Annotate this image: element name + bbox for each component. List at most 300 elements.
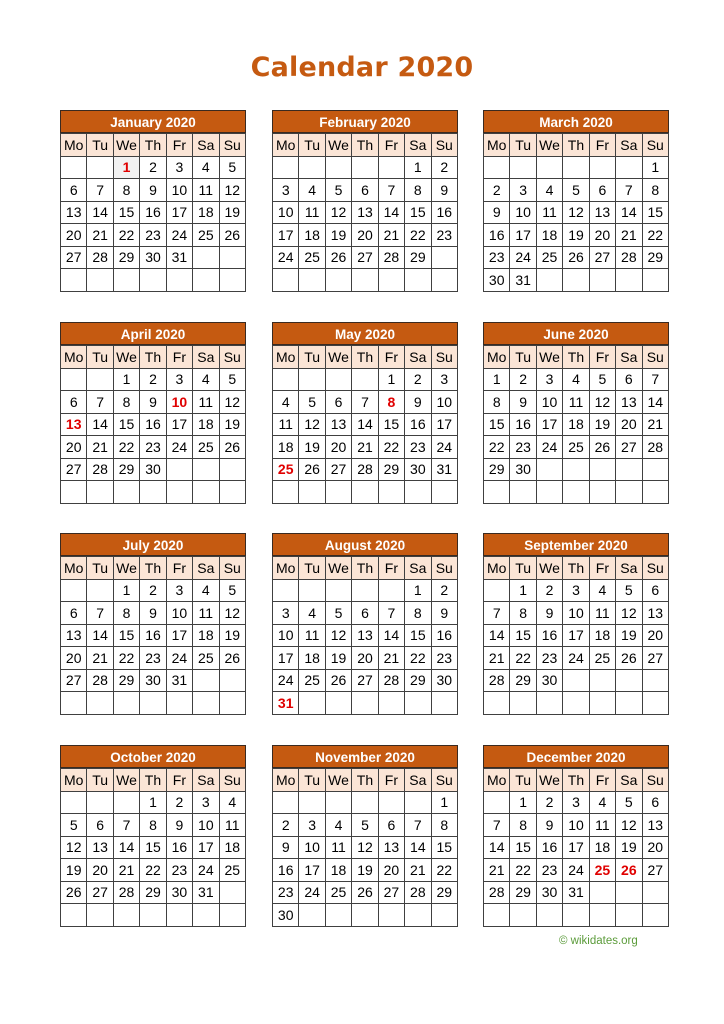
holiday-date-cell: 31 — [273, 692, 299, 715]
date-cell: 5 — [616, 791, 642, 814]
date-cell: 27 — [642, 647, 668, 670]
empty-cell — [484, 904, 510, 927]
weekday-label: Th — [352, 769, 378, 792]
empty-cell — [87, 269, 113, 292]
date-cell: 7 — [616, 179, 642, 202]
date-cell: 10 — [563, 602, 589, 625]
weekday-row — [484, 346, 669, 369]
date-cell: 4 — [193, 368, 219, 391]
weekday-label: Tu — [510, 769, 536, 792]
date-cell: 4 — [219, 791, 245, 814]
date-cell: 5 — [219, 156, 245, 179]
date-cell: 15 — [642, 201, 668, 224]
empty-cell — [325, 156, 351, 179]
month-5 — [272, 322, 458, 504]
date-cell: 31 — [193, 881, 219, 904]
date-cell: 3 — [563, 791, 589, 814]
date-cell: 19 — [219, 201, 245, 224]
date-cell: 20 — [616, 413, 642, 436]
date-cell: 14 — [87, 201, 113, 224]
date-cell: 18 — [563, 413, 589, 436]
date-cell: 12 — [325, 201, 351, 224]
date-cell: 4 — [299, 602, 325, 625]
date-cell: 17 — [563, 836, 589, 859]
week-row — [61, 836, 246, 859]
empty-cell — [536, 458, 562, 481]
holiday-date-cell: 8 — [378, 391, 404, 414]
date-cell: 15 — [113, 413, 139, 436]
date-cell: 2 — [510, 368, 536, 391]
week-row — [61, 624, 246, 647]
week-row — [484, 269, 669, 292]
empty-cell — [61, 269, 87, 292]
month-8 — [272, 533, 458, 715]
week-row — [273, 269, 458, 292]
week-row — [61, 246, 246, 269]
week-row — [61, 224, 246, 247]
date-cell: 7 — [87, 391, 113, 414]
date-cell: 14 — [642, 391, 668, 414]
empty-cell — [642, 881, 668, 904]
week-row — [273, 814, 458, 837]
week-row — [273, 904, 458, 927]
month-table — [483, 768, 669, 927]
date-cell: 3 — [273, 602, 299, 625]
empty-cell — [405, 692, 431, 715]
weekday-label: We — [113, 134, 139, 157]
empty-cell — [616, 669, 642, 692]
weekday-label: Su — [219, 346, 245, 369]
empty-cell — [431, 246, 457, 269]
month-table — [60, 133, 246, 292]
date-cell: 22 — [431, 859, 457, 882]
date-cell: 29 — [405, 246, 431, 269]
date-cell: 16 — [166, 836, 192, 859]
empty-cell — [193, 669, 219, 692]
date-cell: 9 — [536, 814, 562, 837]
date-cell: 14 — [378, 624, 404, 647]
empty-cell — [536, 269, 562, 292]
week-row — [484, 458, 669, 481]
week-row — [61, 179, 246, 202]
week-row — [484, 368, 669, 391]
date-cell: 11 — [193, 179, 219, 202]
date-cell: 6 — [589, 179, 615, 202]
month-header: June 2020 — [483, 322, 669, 345]
date-cell: 7 — [87, 179, 113, 202]
month-header: September 2020 — [483, 533, 669, 556]
weekday-label: We — [536, 557, 562, 580]
date-cell: 16 — [536, 624, 562, 647]
date-cell: 18 — [193, 413, 219, 436]
month-table — [272, 133, 458, 292]
date-cell: 13 — [352, 201, 378, 224]
date-cell: 29 — [140, 881, 166, 904]
date-cell: 5 — [563, 179, 589, 202]
empty-cell — [378, 692, 404, 715]
weekday-label: We — [113, 346, 139, 369]
empty-cell — [166, 692, 192, 715]
date-cell: 25 — [299, 246, 325, 269]
weekday-label: Sa — [193, 769, 219, 792]
date-cell: 2 — [140, 579, 166, 602]
weekday-label: We — [325, 769, 351, 792]
empty-cell — [589, 458, 615, 481]
date-cell: 21 — [484, 859, 510, 882]
week-row — [273, 481, 458, 504]
empty-cell — [378, 269, 404, 292]
week-row — [273, 791, 458, 814]
date-cell: 2 — [431, 156, 457, 179]
date-cell: 6 — [87, 814, 113, 837]
date-cell: 8 — [510, 814, 536, 837]
empty-cell — [61, 791, 87, 814]
date-cell: 16 — [405, 413, 431, 436]
date-cell: 25 — [193, 647, 219, 670]
date-cell: 17 — [166, 624, 192, 647]
date-cell: 27 — [61, 246, 87, 269]
date-cell: 26 — [61, 881, 87, 904]
empty-cell — [325, 692, 351, 715]
date-cell: 3 — [166, 156, 192, 179]
week-row — [61, 859, 246, 882]
empty-cell — [219, 246, 245, 269]
date-cell: 25 — [536, 246, 562, 269]
date-cell: 20 — [61, 224, 87, 247]
weekday-label: Th — [352, 346, 378, 369]
empty-cell — [484, 156, 510, 179]
date-cell: 1 — [378, 368, 404, 391]
week-row — [61, 791, 246, 814]
date-cell: 9 — [166, 814, 192, 837]
week-row — [484, 391, 669, 414]
date-cell: 30 — [140, 246, 166, 269]
date-cell: 27 — [61, 458, 87, 481]
date-cell: 7 — [113, 814, 139, 837]
date-cell: 11 — [273, 413, 299, 436]
date-cell: 5 — [61, 814, 87, 837]
date-cell: 18 — [299, 224, 325, 247]
date-cell: 24 — [431, 436, 457, 459]
weekday-label: Mo — [484, 346, 510, 369]
date-cell: 10 — [166, 602, 192, 625]
empty-cell — [352, 269, 378, 292]
date-cell: 25 — [589, 647, 615, 670]
empty-cell — [642, 481, 668, 504]
week-row — [61, 391, 246, 414]
date-cell: 30 — [484, 269, 510, 292]
date-cell: 29 — [378, 458, 404, 481]
date-cell: 28 — [616, 246, 642, 269]
empty-cell — [431, 904, 457, 927]
date-cell: 5 — [219, 368, 245, 391]
date-cell: 27 — [352, 246, 378, 269]
empty-cell — [193, 269, 219, 292]
date-cell: 16 — [140, 624, 166, 647]
date-cell: 8 — [113, 391, 139, 414]
month-table — [272, 768, 458, 927]
week-row — [484, 413, 669, 436]
empty-cell — [589, 481, 615, 504]
date-cell: 15 — [510, 624, 536, 647]
weekday-label: Tu — [510, 346, 536, 369]
empty-cell — [616, 904, 642, 927]
month-header: February 2020 — [272, 110, 458, 133]
empty-cell — [536, 904, 562, 927]
date-cell: 23 — [484, 246, 510, 269]
date-cell: 14 — [484, 624, 510, 647]
date-cell: 14 — [352, 413, 378, 436]
date-cell: 27 — [378, 881, 404, 904]
date-cell: 17 — [166, 413, 192, 436]
date-cell: 30 — [405, 458, 431, 481]
empty-cell — [166, 458, 192, 481]
date-cell: 20 — [87, 859, 113, 882]
weekday-label: Sa — [193, 134, 219, 157]
date-cell: 12 — [61, 836, 87, 859]
month-4 — [60, 322, 246, 504]
date-cell: 26 — [325, 669, 351, 692]
empty-cell — [113, 481, 139, 504]
empty-cell — [299, 904, 325, 927]
date-cell: 5 — [325, 602, 351, 625]
month-3 — [483, 110, 669, 292]
weekday-label: We — [325, 346, 351, 369]
date-cell: 4 — [273, 391, 299, 414]
date-cell: 15 — [431, 836, 457, 859]
empty-cell — [273, 579, 299, 602]
month-table — [483, 133, 669, 292]
date-cell: 12 — [299, 413, 325, 436]
date-cell: 14 — [484, 836, 510, 859]
date-cell: 21 — [378, 224, 404, 247]
date-cell: 26 — [219, 647, 245, 670]
date-cell: 12 — [219, 179, 245, 202]
date-cell: 23 — [510, 436, 536, 459]
date-cell: 15 — [113, 624, 139, 647]
date-cell: 22 — [113, 647, 139, 670]
date-cell: 30 — [140, 458, 166, 481]
week-row — [484, 692, 669, 715]
empty-cell — [166, 481, 192, 504]
date-cell: 28 — [378, 669, 404, 692]
weekday-label: Sa — [405, 769, 431, 792]
date-cell: 19 — [616, 836, 642, 859]
weekday-label: Fr — [166, 769, 192, 792]
week-row — [273, 179, 458, 202]
date-cell: 23 — [536, 647, 562, 670]
weekday-row — [484, 557, 669, 580]
empty-cell — [378, 791, 404, 814]
date-cell: 29 — [642, 246, 668, 269]
date-cell: 8 — [510, 602, 536, 625]
date-cell: 12 — [325, 624, 351, 647]
empty-cell — [616, 156, 642, 179]
date-cell: 21 — [405, 859, 431, 882]
week-row — [484, 481, 669, 504]
date-cell: 18 — [589, 624, 615, 647]
date-cell: 28 — [484, 669, 510, 692]
date-cell: 25 — [219, 859, 245, 882]
holiday-date-cell: 25 — [273, 458, 299, 481]
empty-cell — [87, 791, 113, 814]
weekday-label: Mo — [273, 557, 299, 580]
date-cell: 28 — [405, 881, 431, 904]
date-cell: 13 — [61, 624, 87, 647]
weekday-label: Tu — [87, 346, 113, 369]
week-row — [61, 201, 246, 224]
date-cell: 2 — [536, 579, 562, 602]
week-row — [61, 458, 246, 481]
weekday-label: Mo — [273, 769, 299, 792]
empty-cell — [589, 904, 615, 927]
date-cell: 1 — [484, 368, 510, 391]
week-row — [484, 156, 669, 179]
empty-cell — [589, 156, 615, 179]
empty-cell — [113, 269, 139, 292]
empty-cell — [589, 269, 615, 292]
empty-cell — [140, 269, 166, 292]
date-cell: 21 — [484, 647, 510, 670]
week-row — [273, 413, 458, 436]
weekday-label: Fr — [378, 557, 404, 580]
date-cell: 3 — [193, 791, 219, 814]
date-cell: 11 — [299, 624, 325, 647]
date-cell: 3 — [273, 179, 299, 202]
date-cell: 21 — [352, 436, 378, 459]
week-row — [61, 436, 246, 459]
date-cell: 6 — [61, 391, 87, 414]
date-cell: 24 — [563, 647, 589, 670]
date-cell: 16 — [140, 201, 166, 224]
empty-cell — [510, 904, 536, 927]
week-row — [273, 246, 458, 269]
weekday-label: Tu — [87, 769, 113, 792]
week-row — [273, 836, 458, 859]
date-cell: 14 — [113, 836, 139, 859]
week-row — [484, 791, 669, 814]
date-cell: 12 — [219, 602, 245, 625]
empty-cell — [642, 904, 668, 927]
week-row — [484, 179, 669, 202]
weekday-label: Fr — [589, 134, 615, 157]
date-cell: 11 — [193, 391, 219, 414]
date-cell: 29 — [113, 246, 139, 269]
week-row — [273, 647, 458, 670]
date-cell: 6 — [352, 179, 378, 202]
date-cell: 10 — [510, 201, 536, 224]
date-cell: 26 — [325, 246, 351, 269]
date-cell: 22 — [113, 224, 139, 247]
weekday-label: Mo — [61, 346, 87, 369]
empty-cell — [405, 791, 431, 814]
empty-cell — [273, 269, 299, 292]
empty-cell — [536, 692, 562, 715]
month-table — [483, 556, 669, 715]
date-cell: 29 — [405, 669, 431, 692]
date-cell: 19 — [299, 436, 325, 459]
weekday-label: Su — [431, 346, 457, 369]
weekday-label: Fr — [166, 346, 192, 369]
date-cell: 9 — [405, 391, 431, 414]
month-1 — [60, 110, 246, 292]
date-cell: 31 — [510, 269, 536, 292]
empty-cell — [87, 579, 113, 602]
date-cell: 8 — [484, 391, 510, 414]
date-cell: 1 — [510, 579, 536, 602]
date-cell: 14 — [87, 624, 113, 647]
date-cell: 24 — [510, 246, 536, 269]
week-row — [484, 602, 669, 625]
week-row — [61, 881, 246, 904]
date-cell: 12 — [352, 836, 378, 859]
empty-cell — [536, 156, 562, 179]
date-cell: 13 — [589, 201, 615, 224]
week-row — [61, 647, 246, 670]
week-row — [61, 579, 246, 602]
holiday-date-cell: 26 — [616, 859, 642, 882]
weekday-label: Su — [219, 769, 245, 792]
date-cell: 24 — [273, 246, 299, 269]
date-cell: 8 — [405, 179, 431, 202]
empty-cell — [61, 579, 87, 602]
date-cell: 30 — [431, 669, 457, 692]
date-cell: 21 — [87, 224, 113, 247]
date-cell: 26 — [219, 436, 245, 459]
week-row — [61, 413, 246, 436]
empty-cell — [219, 904, 245, 927]
empty-cell — [616, 458, 642, 481]
week-row — [484, 904, 669, 927]
weekday-label: Sa — [616, 134, 642, 157]
week-row — [273, 224, 458, 247]
week-row — [273, 669, 458, 692]
date-cell: 17 — [193, 836, 219, 859]
week-row — [484, 624, 669, 647]
date-cell: 27 — [352, 669, 378, 692]
empty-cell — [299, 481, 325, 504]
date-cell: 28 — [113, 881, 139, 904]
weekday-label: Tu — [299, 346, 325, 369]
date-cell: 30 — [273, 904, 299, 927]
date-cell: 19 — [325, 224, 351, 247]
week-row — [484, 579, 669, 602]
date-cell: 14 — [405, 836, 431, 859]
weekday-label: Su — [219, 134, 245, 157]
date-cell: 4 — [193, 579, 219, 602]
date-cell: 10 — [273, 201, 299, 224]
weekday-label: Th — [563, 769, 589, 792]
week-row — [273, 368, 458, 391]
date-cell: 24 — [166, 224, 192, 247]
date-cell: 10 — [299, 836, 325, 859]
empty-cell — [61, 481, 87, 504]
month-11 — [272, 745, 458, 927]
empty-cell — [642, 269, 668, 292]
date-cell: 23 — [140, 436, 166, 459]
week-row — [484, 814, 669, 837]
week-row — [61, 368, 246, 391]
date-cell: 27 — [616, 436, 642, 459]
empty-cell — [510, 156, 536, 179]
month-6 — [483, 322, 669, 504]
date-cell: 31 — [431, 458, 457, 481]
weekday-label: Su — [431, 134, 457, 157]
date-cell: 20 — [352, 647, 378, 670]
week-row — [273, 156, 458, 179]
week-row — [484, 224, 669, 247]
month-header: July 2020 — [60, 533, 246, 556]
